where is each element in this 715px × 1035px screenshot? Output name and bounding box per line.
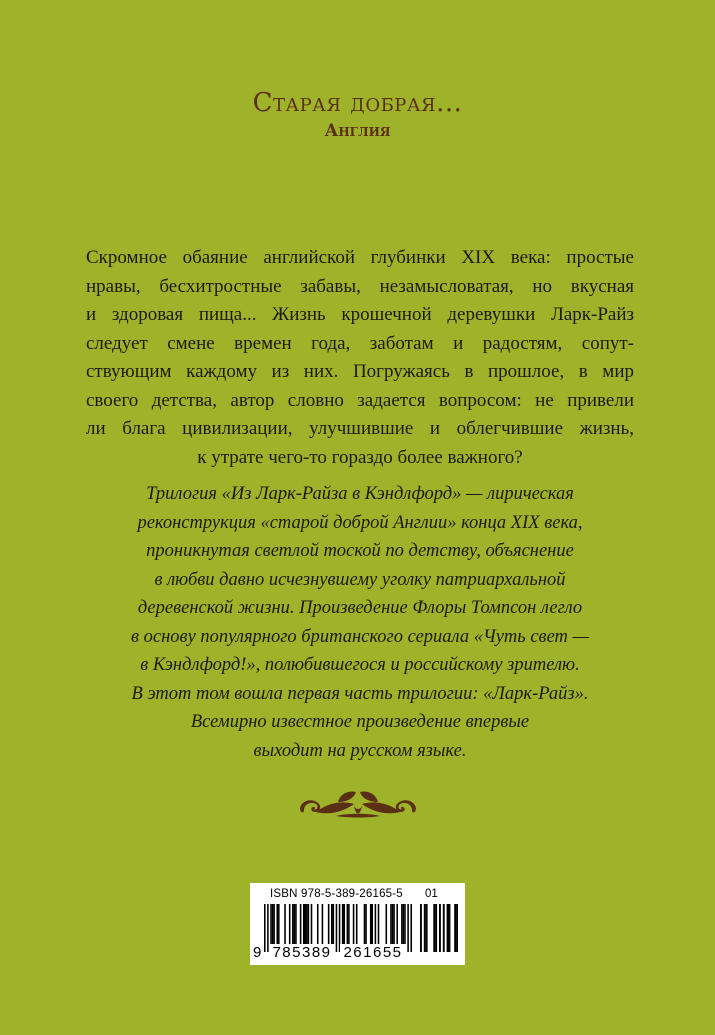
review-paragraph bbox=[86, 480, 634, 765]
blurb-line: и здоровая пища... Жизнь крошечной деревушки Ларк-Райз bbox=[86, 304, 634, 325]
addon-bar bbox=[424, 904, 426, 952]
barcode-digit-first: 9 bbox=[253, 944, 262, 961]
barcode-bar bbox=[305, 904, 307, 944]
barcode-bar bbox=[371, 904, 373, 944]
barcode-addon-label: 01 bbox=[425, 888, 438, 900]
barcode-bar bbox=[375, 904, 377, 944]
barcode-bar bbox=[364, 904, 366, 944]
barcode-bar bbox=[390, 904, 392, 944]
isbn-label: ISBN 978-5-389-26165-5 bbox=[270, 888, 403, 900]
barcode-bar bbox=[284, 904, 286, 944]
addon-bar bbox=[443, 904, 445, 952]
barcode-bar bbox=[278, 904, 280, 944]
barcode-digits bbox=[253, 940, 415, 962]
barcode-bar bbox=[386, 904, 388, 944]
barcode-bar bbox=[306, 904, 308, 944]
review-line: реконструкция «старой доброй Англии» конца XIX века, bbox=[137, 512, 583, 533]
barcode-bar bbox=[300, 904, 302, 944]
blurb-line: своего детства, автор словно задается вопросом: не привели bbox=[86, 389, 634, 411]
barcode-bar bbox=[365, 904, 367, 944]
review-line: деревенской жизни. Произведение Флоры Томпсон легло bbox=[137, 598, 583, 618]
barcode-bar bbox=[370, 904, 372, 944]
barcode-bar bbox=[276, 904, 278, 944]
review-line: В этот том вошла первая часть трилогии: «Ларк-Райз». bbox=[131, 683, 589, 704]
barcode-bar bbox=[343, 904, 345, 944]
series-header bbox=[0, 86, 715, 142]
addon-bar bbox=[447, 904, 449, 952]
barcode-bar bbox=[403, 904, 405, 944]
barcode-bar bbox=[333, 904, 335, 944]
addon-bar bbox=[454, 904, 456, 952]
addon-bar bbox=[420, 904, 422, 952]
barcode-panel bbox=[250, 883, 465, 965]
review-line: в Кэндлфорд!», полюбившегося и российскому зрителю. bbox=[140, 655, 580, 675]
barcode-bar bbox=[292, 904, 294, 944]
barcode-bar bbox=[328, 904, 330, 944]
review-line: Всемирно известное произведение впервые bbox=[190, 712, 530, 732]
addon-bar bbox=[439, 904, 441, 952]
barcode-bar bbox=[308, 904, 310, 944]
barcode-bar bbox=[404, 904, 406, 944]
blurb-line: Скромное обаяние английской глубинки XIX века: простые bbox=[86, 247, 634, 268]
addon-bar bbox=[433, 904, 435, 952]
barcode-bar bbox=[295, 904, 297, 944]
barcode-bar bbox=[356, 904, 358, 944]
barcode-bar bbox=[303, 904, 305, 944]
barcode-digit-group-right: 261655 bbox=[340, 944, 406, 961]
barcode-bar bbox=[311, 904, 313, 944]
barcode-bar bbox=[342, 904, 344, 944]
review-line: проникнутая светлой тоской по детству, объяснение bbox=[146, 541, 574, 561]
barcode-bar bbox=[348, 904, 350, 944]
barcode-bar bbox=[378, 904, 380, 944]
addon-bar bbox=[449, 904, 451, 952]
addon-bar bbox=[426, 904, 428, 952]
barcode-bar bbox=[401, 904, 403, 944]
review-line: в любви давно исчезнувшему уголку патриархальной bbox=[154, 569, 566, 590]
barcode-bar bbox=[331, 904, 333, 944]
series-subtitle: Англия bbox=[324, 121, 391, 141]
barcode-bar bbox=[396, 904, 398, 944]
barcode-bar bbox=[289, 904, 291, 944]
barcode-bar bbox=[270, 904, 272, 944]
series-title: Старая добрая... bbox=[252, 88, 463, 118]
barcode-bar bbox=[322, 904, 324, 944]
blurb-paragraph bbox=[86, 244, 634, 472]
blurb-line: следует смене времен года, заботам и радостям, сопут- bbox=[86, 332, 634, 354]
blurb-line: ствующим каждому из них. Погружаясь в прошлое, в мир bbox=[86, 361, 634, 382]
barcode-digit-group-left: 785389 bbox=[269, 944, 335, 961]
review-line: выходит на русском языке. bbox=[253, 740, 467, 761]
barcode-bar bbox=[294, 904, 296, 944]
blurb-line: ли блага цивилизации, улучшившие и облегчившие жизнь, bbox=[86, 418, 634, 439]
addon-bar bbox=[435, 904, 437, 952]
barcode-bar bbox=[353, 904, 355, 944]
blurb-line: к утрате чего-то гораздо более важного? bbox=[197, 446, 523, 468]
ean2-addon-barcode bbox=[420, 904, 458, 952]
addon-bar bbox=[456, 904, 458, 952]
leaf-scroll-ornament-icon bbox=[296, 786, 420, 826]
review-line: Трилогия «Из Ларк-Райза в Кэндлфорд» — лирическая bbox=[146, 484, 574, 504]
barcode-bar bbox=[317, 904, 319, 944]
barcode-bar bbox=[273, 904, 275, 944]
barcode-bar bbox=[393, 904, 395, 944]
barcode-bar bbox=[347, 904, 349, 944]
barcode-bar bbox=[392, 904, 394, 944]
review-line: в основу популярного британского сериала «Чуть свет — bbox=[131, 626, 589, 647]
blurb-line: нравы, бесхитростные забавы, незамысловатая, но вкусная bbox=[86, 275, 634, 297]
barcode-bar bbox=[272, 904, 274, 944]
